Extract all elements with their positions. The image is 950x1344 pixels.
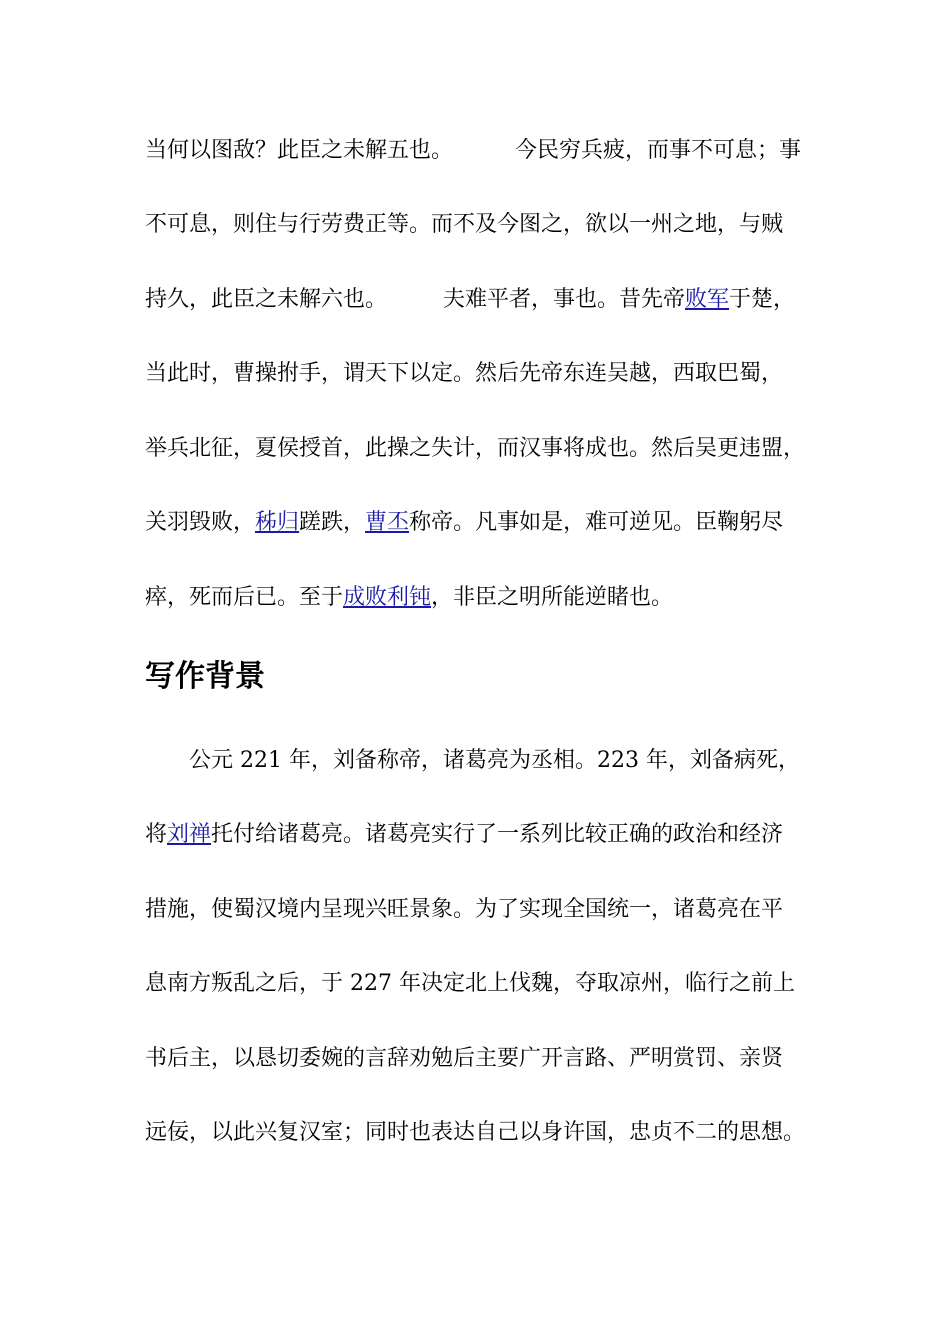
- text-segment: 夫难平者，事也。昔先帝: [443, 287, 686, 312]
- text-segment: 公元 221 年，刘备称帝，诸葛亮为丞相。223 年，刘备病死，: [189, 748, 800, 773]
- text-segment: 于楚，: [729, 287, 796, 312]
- text-segment: ，非臣之明所能逆睹也。: [431, 585, 674, 610]
- text-segment: 持久，此臣之未解六也。: [145, 287, 388, 312]
- text-line: [145, 820, 835, 850]
- text-segment: 蹉跌，: [299, 510, 366, 535]
- text-segment: 瘁，死而后已。至于: [145, 585, 344, 610]
- text-segment: 书后主，以恳切委婉的言辞劝勉后主要广开言路、严明赏罚、亲贤: [145, 1046, 784, 1071]
- text-line: [145, 285, 835, 315]
- text-segment: 称帝。凡事如是，难可逆见。臣鞠躬尽: [409, 510, 784, 535]
- text-segment: 举兵北征，夏侯授首，此操之失计，而汉事将成也。然后吴更违盟，: [145, 436, 806, 461]
- text-line: [145, 359, 835, 389]
- text-line: [145, 136, 835, 166]
- text-segment: 措施，使蜀汉境内呈现兴旺景象。为了实现全国统一，诸葛亮在平: [145, 897, 784, 922]
- link-caopi[interactable]: 曹丕: [365, 510, 410, 535]
- text-line: [145, 583, 835, 613]
- link-baijun[interactable]: 败军: [685, 287, 730, 312]
- text-segment: 关羽毁败，: [145, 510, 256, 535]
- text-line: [145, 434, 835, 464]
- text-segment: 远佞，以此兴复汉室；同时也表达自己以身许国，忠贞不二的思想。: [145, 1120, 806, 1145]
- text-line: [145, 746, 835, 776]
- text-segment: 托付给诸葛亮。诸葛亮实行了一系列比较正确的政治和经济: [211, 822, 784, 847]
- text-segment: 当此时，曹操拊手，谓天下以定。然后先帝东连吴越，西取巴蜀，: [145, 361, 784, 386]
- text-segment: 今民穷兵疲，而事不可息；事: [515, 138, 802, 163]
- text-line: [145, 969, 835, 999]
- text-segment: 将: [145, 822, 168, 847]
- link-zigui[interactable]: 秭归: [255, 510, 300, 535]
- text-line: [145, 895, 835, 925]
- text-segment: 当何以图敌？此臣之未解五也。: [145, 138, 454, 163]
- text-line: [145, 210, 835, 240]
- text-line: [145, 1118, 835, 1148]
- text-segment: 不可息，则住与行劳费正等。而不及今图之，欲以一州之地，与贼: [145, 212, 784, 237]
- link-chengbailidun[interactable]: 成败利钝: [343, 585, 432, 610]
- link-liushan[interactable]: 刘禅: [167, 822, 212, 847]
- text-segment: 息南方叛乱之后，于 227 年决定北上伐魏，夺取凉州，临行之前上: [145, 971, 795, 996]
- section-heading: 写作背景: [145, 659, 265, 694]
- text-line: [145, 1044, 835, 1074]
- text-line: [145, 508, 835, 538]
